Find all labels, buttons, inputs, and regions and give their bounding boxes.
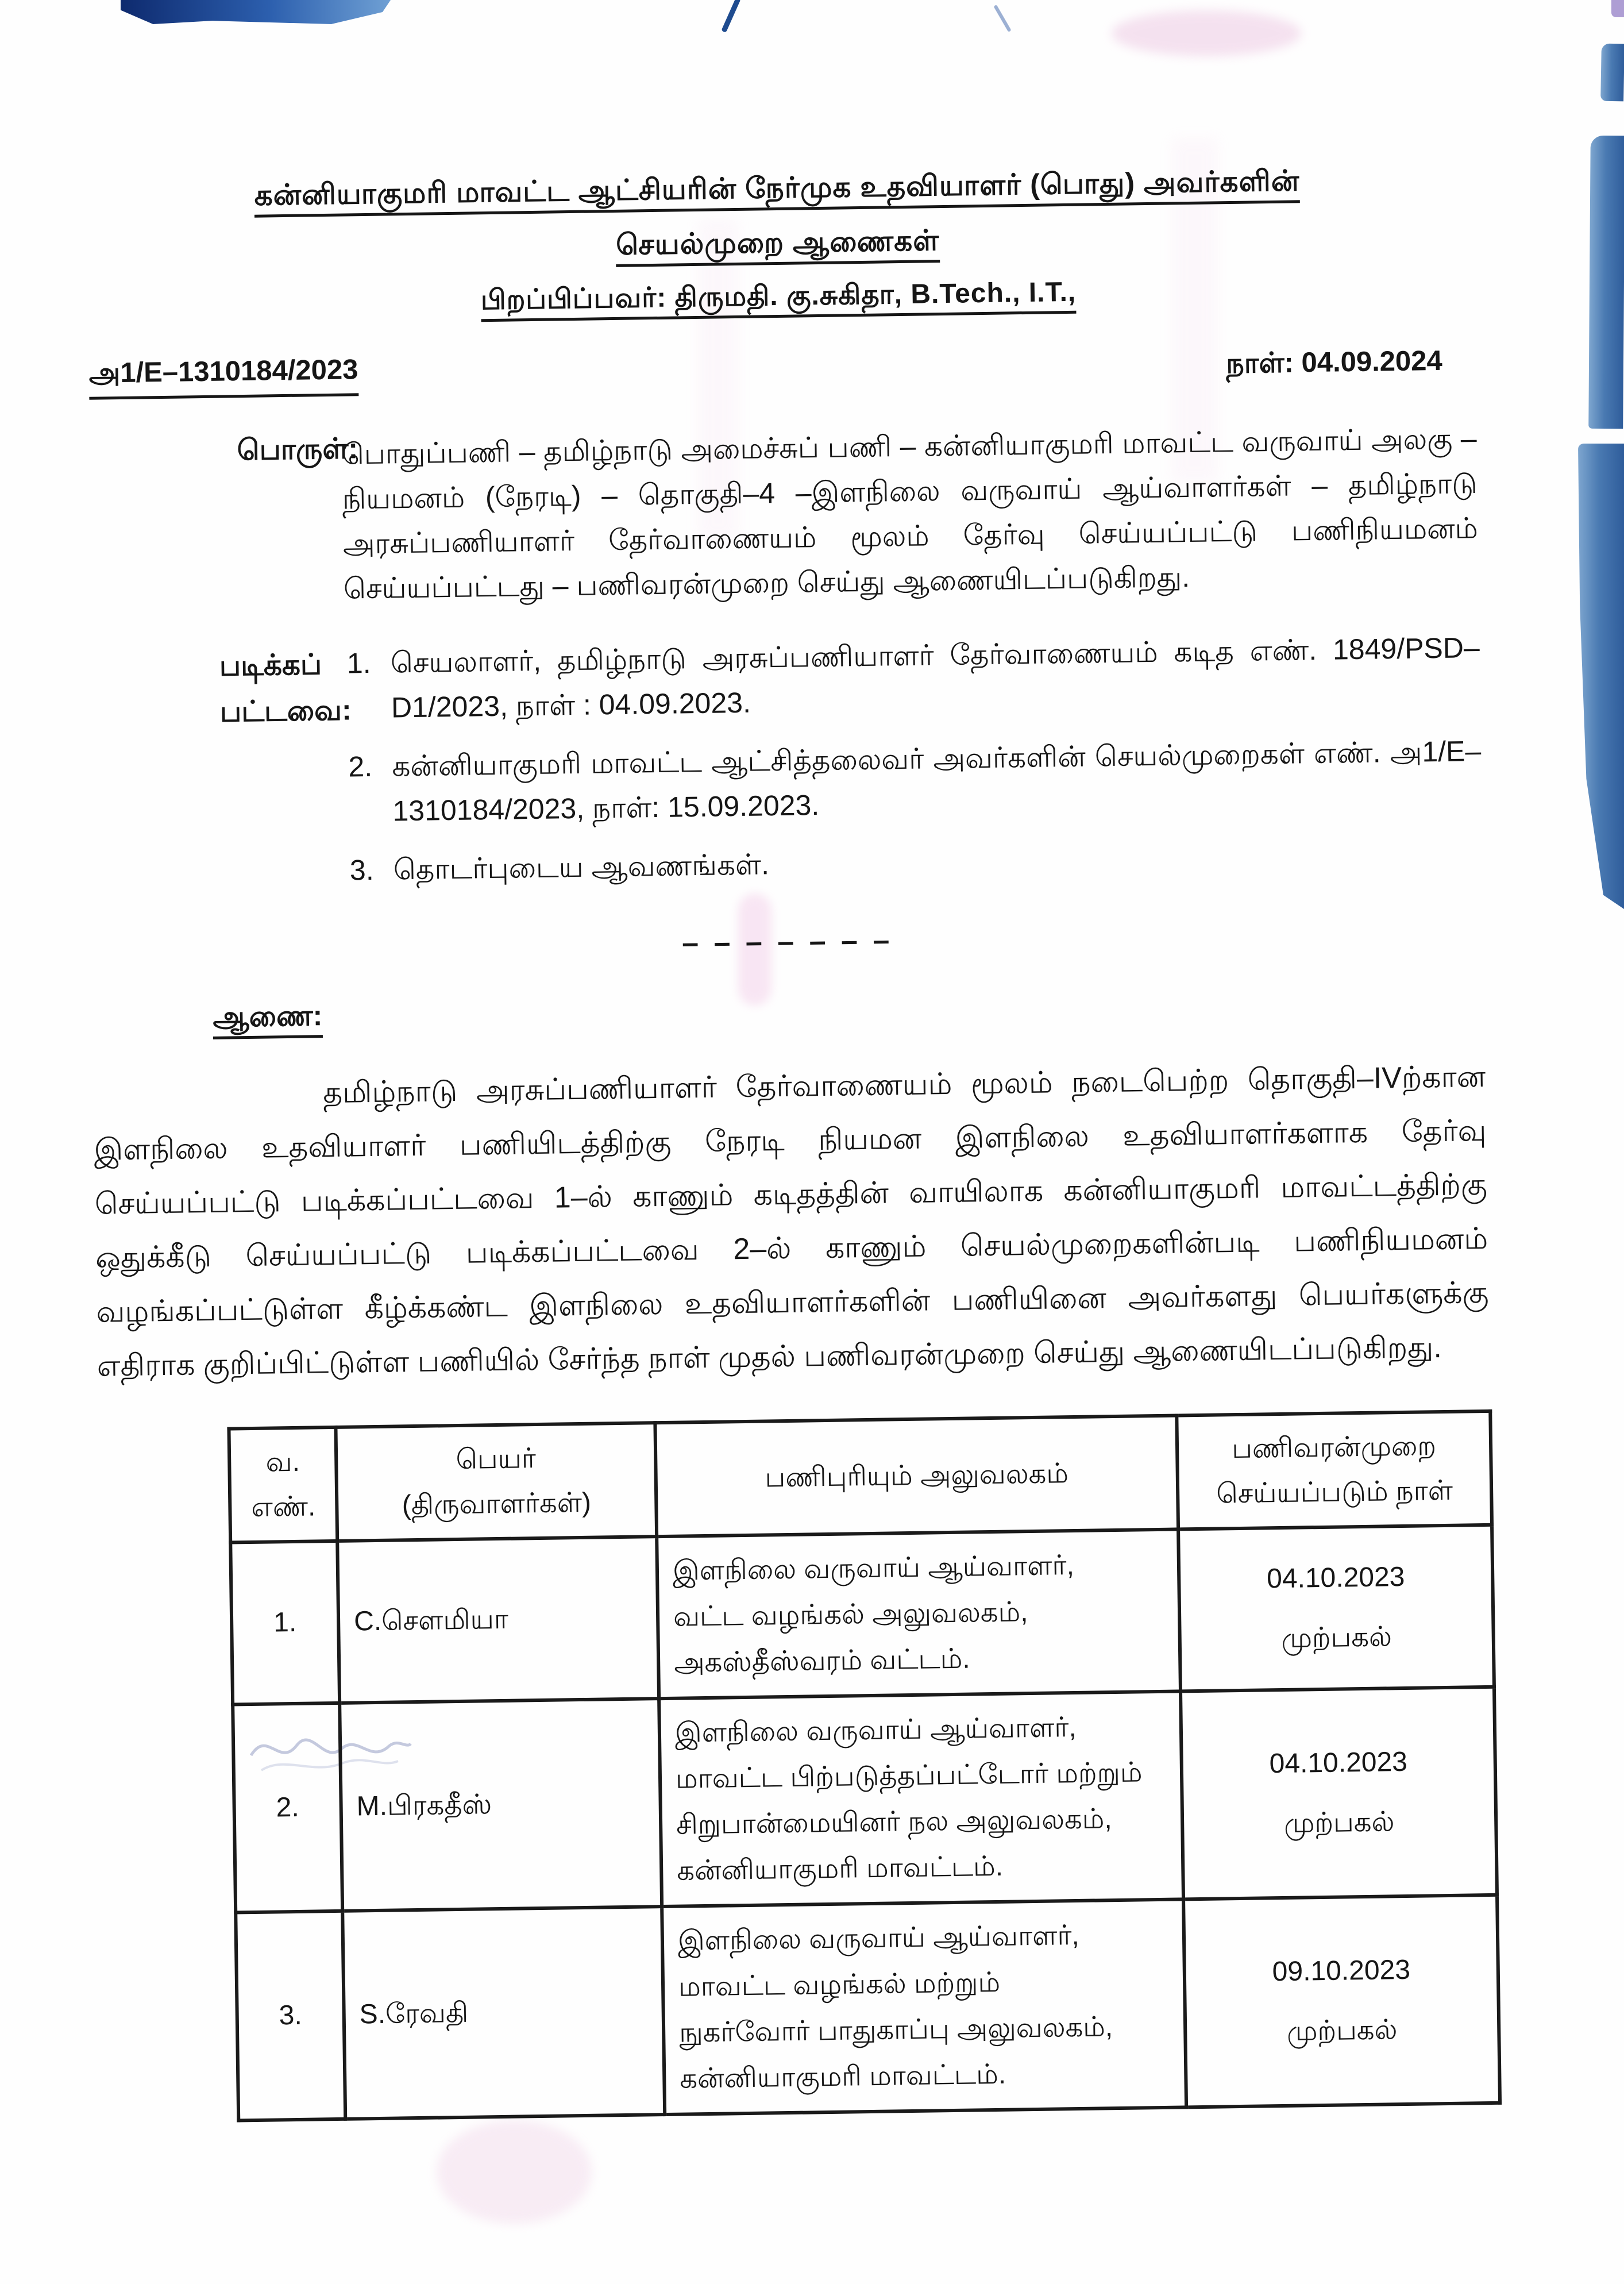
- subject-label: பொருள்:: [237, 432, 358, 467]
- title-line-2: செயல்முறை ஆணைகள்: [81, 216, 1474, 273]
- scan-smudge-top-right: [1112, 10, 1301, 56]
- header-serial-number: வ. எண்.: [229, 1427, 337, 1543]
- reference-row: [83, 338, 1476, 400]
- table-row: [233, 1687, 1497, 1913]
- title-line-3: பிறப்பிப்பவர்: திருமதி. கு.சுகிதா, B.Tech., I.T.,: [82, 271, 1475, 325]
- scan-edge-strip-segment-2: [1588, 136, 1624, 429]
- document-content: [80, 161, 1500, 2124]
- read-label: படிக்கப் பட்டவை:: [219, 648, 352, 728]
- scan-mark-top-right: [993, 5, 1011, 32]
- read-item: [348, 729, 1482, 834]
- cell-name: C.சௌமியா: [337, 1536, 659, 1703]
- cell-serial-number: 2.: [233, 1703, 342, 1913]
- cell-date: 04.10.2023 முற்பகல்: [1178, 1525, 1494, 1692]
- subject-block: [84, 416, 1479, 615]
- read-items: [346, 625, 1483, 906]
- subject-text: பொதுப்பணி – தமிழ்நாடு அமைச்சுப் பணி – கன்னியாகுமரி மாவட்ட வருவாய் அலகு – நியமனம் (நேரடி) – தொகுதி–4 –இளநிலை வருவாய் ஆய்வாளர்கள் – தமிழ்நாடு அரசுப்பணியாளர் தேர்வாணையம் மூலம் தேர்வு செய்யப்பட்டு பணிநியமனம் செய்யப்பட்டது – பணிவரன்முறை செய்து ஆணையிடப்படுகிறது.: [341, 422, 1479, 605]
- header-name: பெயர் (திருவாளர்கள்): [335, 1423, 657, 1541]
- table-header-row: [229, 1411, 1492, 1543]
- order-paragraph: தமிழ்நாடு அரசுப்பணியாளர் தேர்வாணையம் மூலம் நடைபெற்ற தொகுதி–IVற்கான இளநிலை உதவியாளர் பணியிடத்திற்கு நேரடி நியமன இளநிலை உதவியாளர்களாக தேர்வு செய்யப்பட்டு படிக்கப்பட்டவை 1–ல் காணும் கடிதத்தின் வாயிலாக கன்னியாகுமரி மாவட்டத்திற்கு ஒதுக்கீடு செய்யப்பட்டு படிக்கப்பட்டவை 2–ல் காணும் செயல்முறைகளின்படி பணிநியமனம் வழங்கப்பட்டுள்ள கீழ்க்கண்ட இளநிலை உதவியாளர்களின் பணியினை அவர்களது பெயர்களுக்கு எதிராக குறிப்பிட்டுள்ள பணியில் சேர்ந்த நாள் முதல் பணிவரன்முறை செய்து ஆணையிடப்படுகிறது.: [94, 1060, 1489, 1383]
- cell-serial-number: 3.: [236, 1911, 345, 2121]
- reference-number: அ1/E–1310184/2023: [88, 353, 358, 400]
- document-date: நாள்: 04.09.2024: [1225, 345, 1443, 380]
- scan-mark-top-center: [721, 0, 740, 33]
- cell-name: M.பிரகதீஸ்: [340, 1698, 662, 1911]
- cell-name: S.ரேவதி: [342, 1906, 665, 2119]
- cell-date: 09.10.2023 முற்பகல்: [1183, 1895, 1500, 2108]
- section-separator-dashes: – – – – – – –: [681, 923, 893, 960]
- regularisation-table: [227, 1409, 1502, 2123]
- scan-edge-strip-segment-0: [1611, 0, 1624, 17]
- read-item: [346, 625, 1480, 731]
- cell-office: இளநிலை வருவாய் ஆய்வாளர், மாவட்ட பிற்படுத்தப்பட்டோர் மற்றும் சிறுபான்மையினர் நல அலுவலகம், கன்னியாகுமரி மாவட்டம்.: [659, 1691, 1183, 1906]
- header-regularisation-date: பணிவரன்முறை செய்யப்படும் நாள்: [1176, 1411, 1492, 1530]
- cell-office: இளநிலை வருவாய் ஆய்வாளர், வட்ட வழங்கல் அலுவலகம், அகஸ்தீஸ்வரம் வட்டம்.: [657, 1529, 1181, 1698]
- table-row: [236, 1895, 1500, 2121]
- order-heading: ஆணை:: [213, 983, 1485, 1038]
- read-item-text: தொடர்புடைய ஆவணங்கள்.: [393, 848, 770, 886]
- read-item-text: செயலாளர், தமிழ்நாடு அரசுப்பணியாளர் தேர்வாணையம் கடித எண். 1849/PSD–D1/2023, நாள் : 04.09.2023.: [390, 631, 1480, 724]
- cell-serial-number: 1.: [230, 1541, 340, 1705]
- read-block: [87, 625, 1483, 910]
- cell-date: 04.10.2023 முற்பகல்: [1181, 1687, 1497, 1900]
- header-office: பணிபுரியும் அலுவலகம்: [655, 1415, 1178, 1536]
- read-item-number: 2.: [348, 750, 373, 783]
- read-item: [349, 832, 1483, 893]
- cell-office: இளநிலை வருவாய் ஆய்வாளர், மாவட்ட வழங்கல் மற்றும் நுகர்வோர் பாதுகாப்பு அலுவலகம், கன்னியாகுமரி மாவட்டம்.: [662, 1899, 1186, 2114]
- read-item-text: கன்னியாகுமரி மாவட்ட ஆட்சித்தலைவர் அவர்களின் செயல்முறைகள் எண். அ1/E–1310184/2023, நாள்: 15.09.2023.: [392, 734, 1482, 827]
- scan-edge-strip-segment-1: [1600, 44, 1624, 102]
- scan-ink-blob-top-left: [121, 0, 391, 24]
- scan-smudge-bottom: [437, 2120, 592, 2224]
- title-line-1: கன்னியாகுமரி மாவட்ட ஆட்சியரின் நேர்முக உதவியாளர் (பொது) அவர்களின்: [80, 161, 1473, 218]
- read-item-number: 1.: [346, 646, 371, 680]
- scan-edge-strip-segment-3: [1578, 444, 1624, 909]
- table-row: [230, 1525, 1494, 1705]
- read-item-number: 3.: [349, 853, 375, 887]
